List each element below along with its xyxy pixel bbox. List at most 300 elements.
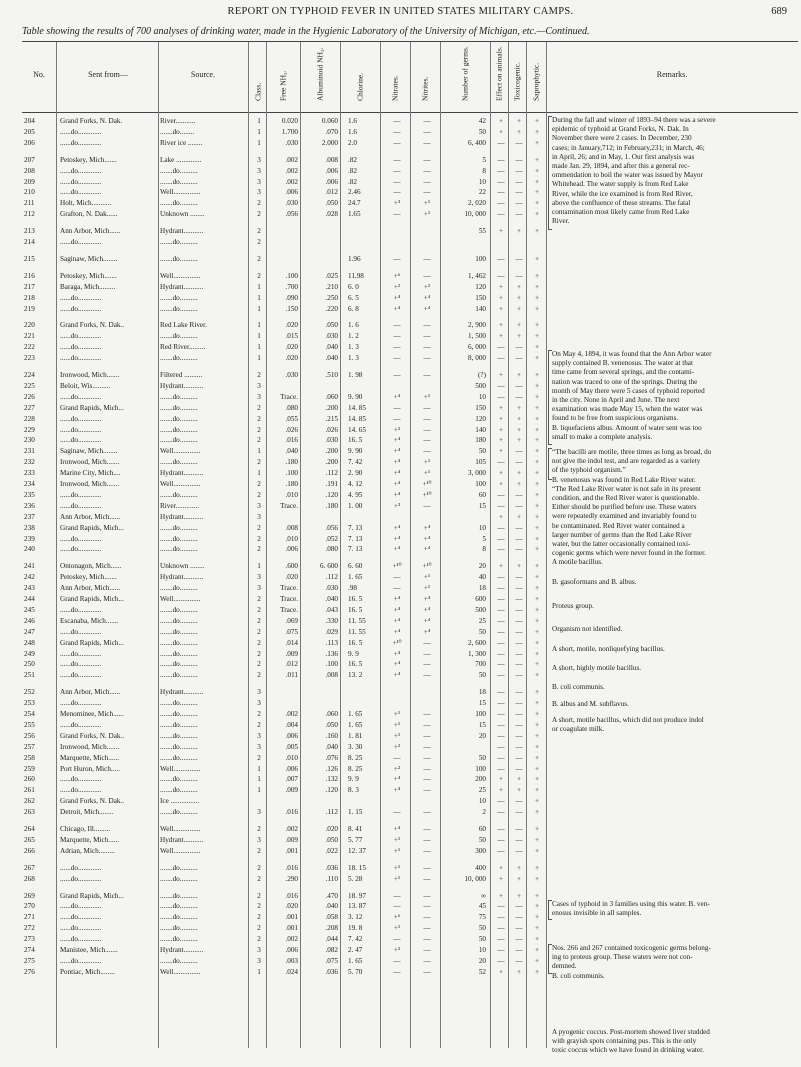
class: 1 bbox=[257, 304, 261, 313]
albuminoid-nh3: .030 bbox=[325, 436, 338, 445]
class: 3 bbox=[257, 573, 261, 582]
effect-on-animals: — bbox=[497, 254, 505, 263]
saprophytic: + bbox=[534, 166, 540, 175]
saprophytic: + bbox=[534, 425, 540, 434]
germ-count: 600 bbox=[475, 595, 486, 603]
sent-from: ......do............. bbox=[60, 649, 102, 658]
col-head-nitrates: Nitrates. bbox=[390, 75, 400, 101]
toxicogenic: — bbox=[515, 913, 523, 922]
row-number: 262 bbox=[24, 797, 35, 806]
source: .......do.......... bbox=[160, 720, 198, 729]
nitrites: +⁴ bbox=[423, 616, 431, 625]
row-number: 231 bbox=[24, 447, 35, 456]
nitrates: +⁴ bbox=[393, 605, 401, 614]
nitrites: +¹ bbox=[423, 469, 431, 478]
remark-block bbox=[552, 625, 794, 634]
nitrates: — bbox=[393, 166, 401, 175]
remark-line: Whitehead. The water supply is from Red Lake bbox=[552, 180, 689, 189]
chlorine: 5. 70 bbox=[348, 967, 363, 976]
chlorine: 1. 2 bbox=[348, 332, 359, 341]
nitrates: +³ bbox=[393, 501, 401, 510]
toxicogenic: — bbox=[515, 584, 523, 593]
row-number: 213 bbox=[24, 227, 35, 236]
saprophytic: + bbox=[534, 436, 540, 445]
free-nh3: .080 bbox=[285, 403, 298, 412]
saprophytic: + bbox=[534, 138, 540, 147]
germ-count: 10 bbox=[478, 797, 486, 806]
source: .......do.......... bbox=[160, 293, 198, 302]
albuminoid-nh3: .132 bbox=[325, 775, 338, 784]
row-number: 244 bbox=[24, 595, 35, 603]
sent-from: ......do............. bbox=[60, 935, 102, 944]
chlorine: 1. 65 bbox=[348, 573, 363, 582]
toxicogenic: — bbox=[515, 720, 523, 729]
class: 2 bbox=[257, 425, 261, 434]
nitrates: — bbox=[393, 117, 401, 125]
table-row bbox=[0, 282, 801, 292]
remark-block bbox=[552, 645, 794, 654]
albuminoid-nh3: .220 bbox=[325, 304, 338, 313]
row-number: 240 bbox=[24, 545, 35, 554]
chlorine: 9. 9 bbox=[348, 775, 359, 784]
remark-block bbox=[552, 1028, 794, 1056]
effect-on-animals: — bbox=[497, 671, 505, 680]
free-nh3: .075 bbox=[285, 627, 298, 636]
nitrites: — bbox=[423, 935, 431, 944]
nitrites: — bbox=[423, 155, 431, 164]
table-row bbox=[0, 753, 801, 763]
class: 1 bbox=[257, 786, 261, 795]
effect-on-animals: + bbox=[498, 282, 504, 291]
remark-line: or coagulate milk. bbox=[552, 725, 605, 734]
albuminoid-nh3: .036 bbox=[325, 863, 338, 872]
row-number: 214 bbox=[24, 238, 35, 246]
remark-line: River, while the ice examined is from Red River, bbox=[552, 189, 693, 198]
chlorine: 5. 28 bbox=[348, 874, 363, 883]
germ-count: 50 bbox=[478, 627, 486, 636]
sent-from: ......do............. bbox=[60, 671, 102, 680]
source: Well............... bbox=[160, 967, 201, 976]
class: 3 bbox=[257, 392, 261, 401]
germ-count: 52 bbox=[478, 967, 486, 976]
source: Well............... bbox=[160, 447, 201, 456]
source: .......do.......... bbox=[160, 545, 198, 554]
nitrites: — bbox=[423, 447, 431, 456]
free-nh3: .008 bbox=[285, 523, 298, 532]
saprophytic: + bbox=[534, 501, 540, 510]
chlorine: 7. 13 bbox=[348, 545, 363, 554]
remark-line: with grayish spots containing pus. This is the only bbox=[552, 1037, 697, 1046]
source: Well............... bbox=[160, 825, 201, 833]
germ-count: ∞ bbox=[480, 891, 486, 900]
source: Hydrant........... bbox=[160, 469, 204, 478]
nitrites: +¹ bbox=[423, 210, 431, 219]
albuminoid-nh3: .050 bbox=[325, 720, 338, 729]
saprophytic: + bbox=[534, 117, 540, 125]
nitrites: +¹ bbox=[423, 584, 431, 593]
source: .......do.......... bbox=[160, 874, 198, 883]
toxicogenic: + bbox=[516, 480, 522, 488]
class: 2 bbox=[257, 924, 261, 933]
nitrites: — bbox=[423, 117, 431, 125]
effect-on-animals: — bbox=[497, 731, 505, 740]
nitrites: — bbox=[423, 354, 431, 363]
nitrites: — bbox=[423, 720, 431, 729]
remark-line: B. coli communis. bbox=[552, 683, 605, 691]
row-number: 206 bbox=[24, 138, 35, 147]
albuminoid-nh3: .012 bbox=[325, 188, 338, 197]
chlorine: 6. 8 bbox=[348, 304, 359, 313]
nitrates: — bbox=[393, 138, 401, 147]
class: 3 bbox=[257, 742, 261, 751]
chlorine: 11. 55 bbox=[348, 616, 366, 625]
saprophytic: + bbox=[534, 924, 540, 933]
source: .......do.......... bbox=[160, 177, 198, 186]
table-row bbox=[0, 304, 801, 314]
class: 2 bbox=[257, 254, 261, 263]
chlorine: 1.6 bbox=[348, 127, 357, 136]
free-nh3: .600 bbox=[285, 562, 298, 571]
free-nh3: .026 bbox=[285, 425, 298, 434]
remark-line: cases; in January,712; in February,231; in March, 46; bbox=[552, 143, 705, 152]
nitrites: — bbox=[423, 660, 431, 669]
nitrites: +² bbox=[423, 282, 431, 291]
remark-brace bbox=[548, 116, 552, 230]
albuminoid-nh3: .052 bbox=[325, 534, 338, 543]
source: Hydrant........... bbox=[160, 835, 204, 844]
albuminoid-nh3: .050 bbox=[325, 835, 338, 844]
effect-on-animals: — bbox=[497, 616, 505, 625]
effect-on-animals: + bbox=[498, 469, 504, 478]
sent-from: Escanaba, Mich....... bbox=[60, 616, 119, 625]
albuminoid-nh3: .040 bbox=[325, 354, 338, 363]
effect-on-animals: — bbox=[497, 710, 505, 718]
nitrites: +¹⁰ bbox=[422, 490, 432, 499]
toxicogenic: — bbox=[515, 742, 523, 751]
class: 2 bbox=[257, 199, 261, 208]
sent-from: ......do............. bbox=[60, 699, 102, 708]
row-number: 248 bbox=[24, 638, 35, 647]
saprophytic: + bbox=[534, 562, 540, 571]
albuminoid-nh3: .080 bbox=[325, 545, 338, 554]
effect-on-animals: — bbox=[497, 720, 505, 729]
saprophytic: + bbox=[534, 490, 540, 499]
sent-from: ......do............. bbox=[60, 238, 102, 246]
effect-on-animals: — bbox=[497, 523, 505, 532]
effect-on-animals: — bbox=[497, 797, 505, 806]
nitrates: +² bbox=[393, 742, 401, 751]
germ-count: 2, 900 bbox=[468, 321, 486, 330]
nitrites: — bbox=[423, 343, 431, 352]
sent-from: Ironwood, Mich....... bbox=[60, 742, 120, 751]
albuminoid-nh3: .136 bbox=[325, 649, 338, 658]
source: .......do.......... bbox=[160, 605, 198, 614]
free-nh3: .006 bbox=[285, 188, 298, 197]
free-nh3: .016 bbox=[285, 436, 298, 445]
saprophytic: + bbox=[534, 403, 540, 412]
remark-brace bbox=[548, 900, 552, 920]
col-head-class: Class. bbox=[253, 82, 263, 101]
class: 3 bbox=[257, 946, 261, 954]
source: Well............... bbox=[160, 846, 201, 855]
sent-from: Ann Arbor, Mich...... bbox=[60, 584, 121, 593]
class: 1 bbox=[257, 332, 261, 341]
table-row bbox=[0, 891, 801, 901]
nitrites: — bbox=[423, 924, 431, 933]
effect-on-animals: — bbox=[497, 753, 505, 762]
table-row bbox=[0, 874, 801, 884]
table-row bbox=[0, 271, 801, 281]
class: 2 bbox=[257, 238, 261, 246]
remark-line: supply contained B. venenosus. The water at that bbox=[552, 359, 693, 368]
effect-on-animals: + bbox=[498, 775, 504, 784]
free-nh3: Trace. bbox=[280, 501, 298, 510]
saprophytic: + bbox=[534, 863, 540, 872]
saprophytic: + bbox=[534, 177, 540, 186]
free-nh3: .016 bbox=[285, 891, 298, 900]
row-number: 245 bbox=[24, 605, 35, 614]
germ-count: 10, 000 bbox=[464, 874, 486, 883]
free-nh3: .040 bbox=[285, 447, 298, 456]
saprophytic: + bbox=[534, 534, 540, 543]
effect-on-animals: + bbox=[498, 127, 504, 136]
source: .......do.......... bbox=[160, 254, 198, 263]
row-number: 247 bbox=[24, 627, 35, 636]
effect-on-animals: + bbox=[498, 480, 504, 488]
source: Ice ................ bbox=[160, 797, 200, 806]
effect-on-animals: + bbox=[498, 436, 504, 445]
free-nh3: .002 bbox=[285, 155, 298, 164]
remark-brace bbox=[548, 944, 552, 974]
albuminoid-nh3: .028 bbox=[325, 210, 338, 219]
nitrates: +² bbox=[393, 946, 401, 954]
nitrites: — bbox=[423, 731, 431, 740]
saprophytic: + bbox=[534, 595, 540, 603]
toxicogenic: + bbox=[516, 863, 522, 872]
nitrates: +⁴ bbox=[393, 293, 401, 302]
chlorine: 6. 60 bbox=[348, 562, 363, 571]
col-head-no: No. bbox=[33, 70, 45, 79]
source: Red Lake River. bbox=[160, 321, 207, 330]
class: 3 bbox=[257, 177, 261, 186]
effect-on-animals: + bbox=[498, 512, 504, 521]
class: 1 bbox=[257, 343, 261, 352]
toxicogenic: + bbox=[516, 775, 522, 784]
remark-line: time came from several springs, and the contami- bbox=[552, 368, 695, 377]
toxicogenic: — bbox=[515, 523, 523, 532]
chlorine: 4. 12 bbox=[348, 480, 363, 488]
row-number: 221 bbox=[24, 332, 35, 341]
nitrites: — bbox=[423, 371, 431, 379]
sent-from: ......do............. bbox=[60, 177, 102, 186]
chlorine: 4. 95 bbox=[348, 490, 363, 499]
chlorine: 2.0 bbox=[348, 138, 357, 147]
class: 1 bbox=[257, 967, 261, 976]
saprophytic: + bbox=[534, 671, 540, 680]
germ-count: 140 bbox=[475, 425, 486, 434]
chlorine: 1. 6 bbox=[348, 321, 359, 330]
sent-from: Ironwood, Mich....... bbox=[60, 458, 120, 467]
saprophytic: + bbox=[534, 210, 540, 219]
nitrites: — bbox=[423, 764, 431, 773]
row-number: 251 bbox=[24, 671, 35, 680]
free-nh3: .020 bbox=[285, 343, 298, 352]
class: 2 bbox=[257, 660, 261, 669]
class: 1 bbox=[257, 117, 261, 125]
chlorine: 8. 41 bbox=[348, 825, 363, 833]
albuminoid-nh3: .112 bbox=[325, 573, 338, 582]
saprophytic: + bbox=[534, 605, 540, 614]
chlorine: 12. 37 bbox=[348, 846, 366, 855]
nitrites: +¹ bbox=[423, 199, 431, 208]
toxicogenic: — bbox=[515, 354, 523, 363]
germ-count: 50 bbox=[478, 447, 486, 456]
source: Hydrant........... bbox=[160, 282, 204, 291]
class: 1 bbox=[257, 321, 261, 330]
remark-line: A pyogenic coccus. Post-mortem showed liver studded bbox=[552, 1028, 710, 1036]
free-nh3: .003 bbox=[285, 956, 298, 965]
sent-from: ......do............. bbox=[60, 392, 102, 401]
effect-on-animals: — bbox=[497, 573, 505, 582]
source: .......do........ bbox=[160, 127, 195, 136]
nitrates: — bbox=[393, 403, 401, 412]
row-number: 274 bbox=[24, 946, 35, 954]
germ-count: 150 bbox=[475, 293, 486, 302]
nitrates: — bbox=[393, 414, 401, 423]
toxicogenic: + bbox=[516, 967, 522, 976]
germ-count: 120 bbox=[475, 282, 486, 291]
source: .......do.......... bbox=[160, 238, 198, 246]
remark-line: toxic coccus which we have found in drinking water. bbox=[552, 1046, 704, 1055]
effect-on-animals: — bbox=[497, 392, 505, 401]
remark-block bbox=[552, 900, 794, 918]
chlorine: .98 bbox=[348, 584, 357, 593]
sent-from: Grafton, N. Dak...... bbox=[60, 210, 118, 219]
row-number: 218 bbox=[24, 293, 35, 302]
saprophytic: + bbox=[534, 458, 540, 467]
albuminoid-nh3: .250 bbox=[325, 293, 338, 302]
row-number: 269 bbox=[24, 891, 35, 900]
effect-on-animals: — bbox=[497, 764, 505, 773]
row-number: 242 bbox=[24, 573, 35, 582]
remark-line: Proteus group. bbox=[552, 602, 594, 610]
nitrites: — bbox=[423, 874, 431, 883]
nitrates: +⁴ bbox=[393, 786, 401, 795]
chlorine: 9. 90 bbox=[348, 392, 363, 401]
free-nh3: .700 bbox=[285, 282, 298, 291]
nitrates: — bbox=[393, 254, 401, 263]
toxicogenic: — bbox=[515, 166, 523, 175]
remark-line: condition, and the Red River water is questionable. bbox=[552, 494, 700, 503]
source: River............. bbox=[160, 501, 199, 510]
saprophytic: + bbox=[534, 304, 540, 313]
source: .......do.......... bbox=[160, 742, 198, 751]
saprophytic: + bbox=[534, 808, 540, 817]
germ-count: 400 bbox=[475, 863, 486, 872]
free-nh3: .020 bbox=[285, 573, 298, 582]
albuminoid-nh3: .330 bbox=[325, 616, 338, 625]
free-nh3: .016 bbox=[285, 808, 298, 817]
row-number: 204 bbox=[24, 117, 35, 125]
toxicogenic: — bbox=[515, 177, 523, 186]
albuminoid-nh3: .040 bbox=[325, 343, 338, 352]
germ-count: 25 bbox=[478, 786, 486, 795]
nitrates: — bbox=[393, 891, 401, 900]
nitrites: — bbox=[423, 846, 431, 855]
source: .......do.......... bbox=[160, 354, 198, 363]
saprophytic: + bbox=[534, 354, 540, 363]
source: .......do.......... bbox=[160, 199, 198, 208]
sent-from: Grand Forks, N. Dak. bbox=[60, 117, 123, 125]
sent-from: Ann Arbor, Mich...... bbox=[60, 688, 121, 697]
nitrites: — bbox=[423, 967, 431, 976]
remark-line: found to be free from suspicious organisms. bbox=[552, 414, 679, 423]
sent-from: ......do............. bbox=[60, 924, 102, 933]
saprophytic: + bbox=[534, 731, 540, 740]
row-number: 250 bbox=[24, 660, 35, 669]
class: 3 bbox=[257, 584, 261, 593]
nitrites: +⁴ bbox=[423, 523, 431, 532]
toxicogenic: + bbox=[516, 469, 522, 478]
nitrates: — bbox=[393, 321, 401, 330]
class: 2 bbox=[257, 534, 261, 543]
effect-on-animals: — bbox=[497, 808, 505, 817]
effect-on-animals: — bbox=[497, 458, 505, 467]
nitrites: — bbox=[423, 710, 431, 718]
saprophytic: + bbox=[534, 199, 540, 208]
sent-from: ......do............. bbox=[60, 425, 102, 434]
table-row bbox=[0, 774, 801, 784]
nitrites: +¹⁰ bbox=[422, 562, 432, 571]
sent-from: Grand Forks, N. Dak.. bbox=[60, 797, 125, 806]
source: Well............... bbox=[160, 188, 201, 197]
germ-count: 25 bbox=[478, 616, 486, 625]
class: 2 bbox=[257, 710, 261, 718]
saprophytic: + bbox=[534, 371, 540, 379]
remark-line: A short, highly motile bacillus. bbox=[552, 664, 642, 672]
remark-line: in April, 26; and in May, 1. Our first analysis was bbox=[552, 152, 695, 161]
saprophytic: + bbox=[534, 742, 540, 751]
remark-line: Organism not identified. bbox=[552, 625, 623, 633]
nitrates: +¹ bbox=[393, 720, 401, 729]
row-number: 227 bbox=[24, 403, 35, 412]
toxicogenic: — bbox=[515, 808, 523, 817]
albuminoid-nh3: .040 bbox=[325, 902, 338, 911]
saprophytic: + bbox=[534, 332, 540, 341]
effect-on-animals: — bbox=[497, 354, 505, 363]
sent-from: Ontonagon, Mich...... bbox=[60, 562, 122, 571]
nitrites: +⁴ bbox=[423, 605, 431, 614]
nitrates: — bbox=[393, 343, 401, 352]
class: 1 bbox=[257, 469, 261, 478]
class: 3 bbox=[257, 381, 261, 390]
row-number: 225 bbox=[24, 381, 35, 390]
row-number: 212 bbox=[24, 210, 35, 219]
remark-line: demned. bbox=[552, 962, 577, 971]
chlorine: 16. 5 bbox=[348, 660, 363, 669]
class: 1 bbox=[257, 447, 261, 456]
sent-from: ......do............. bbox=[60, 414, 102, 423]
class: 2 bbox=[257, 210, 261, 219]
effect-on-animals: — bbox=[497, 595, 505, 603]
sent-from: Marine City, Mich.... bbox=[60, 469, 121, 478]
row-number: 271 bbox=[24, 913, 35, 922]
albuminoid-nh3: .470 bbox=[325, 891, 338, 900]
free-nh3: .010 bbox=[285, 753, 298, 762]
germ-count: 10 bbox=[478, 946, 486, 954]
chlorine: 19. 8 bbox=[348, 924, 363, 933]
source: .......do.......... bbox=[160, 425, 198, 434]
